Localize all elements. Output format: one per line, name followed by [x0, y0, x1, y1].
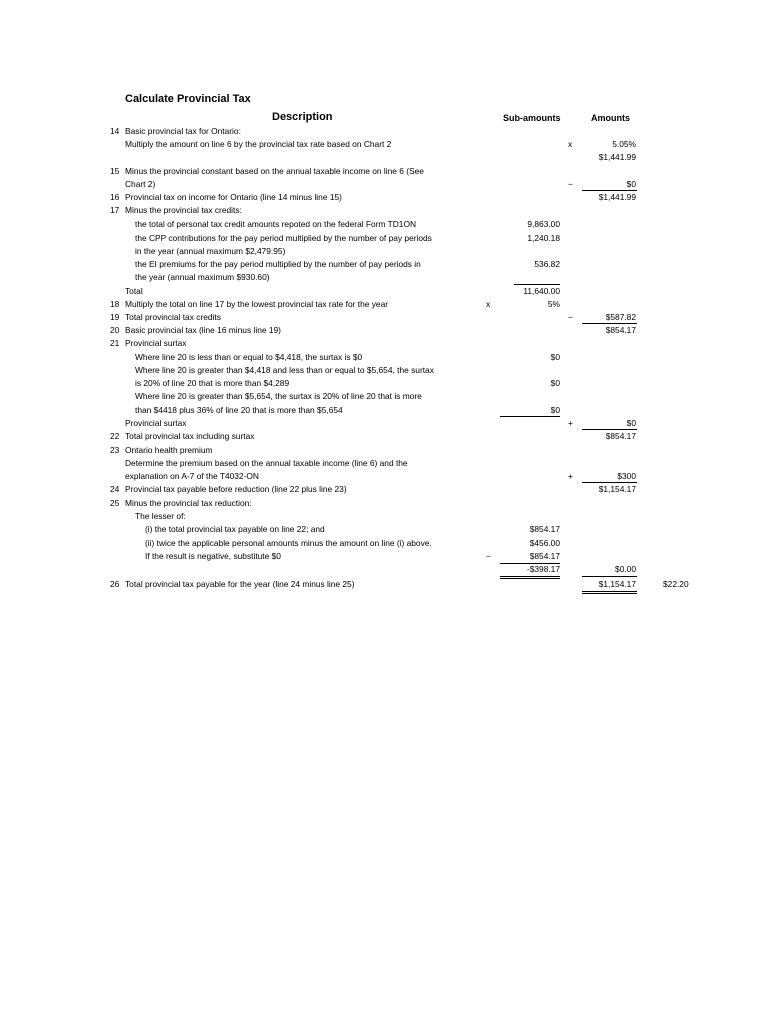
line-16-row [0, 191, 768, 204]
table-row [0, 510, 768, 523]
underline-rule [582, 190, 637, 191]
line-26-row [0, 578, 768, 591]
underline-rule [582, 429, 637, 430]
table-row [0, 377, 768, 390]
line-description: Total provincial tax including surtax [125, 431, 255, 441]
line-description: Provincial surtax [125, 418, 187, 428]
line-number: 21 [110, 338, 120, 348]
line-description: The lesser of: [135, 511, 186, 521]
header-amounts: Amounts [591, 113, 630, 123]
header-description: Description [272, 111, 333, 123]
line-description: Basic provincial tax for Ontario: [125, 126, 241, 136]
line-description: Minus the provincial tax credits: [125, 205, 242, 215]
line-description: than $4418 plus 36% of line 20 that is more than $5,654 [135, 405, 343, 415]
sub-amount-value: 11,640.00 [523, 286, 560, 296]
line-number: 16 [110, 192, 120, 202]
line-24-row [0, 483, 768, 496]
line-description: Where line 20 is less than or equal to $4,418, the surtax is $0 [135, 352, 363, 362]
amount-value: $1,441.99 [598, 152, 636, 162]
line-description: Multiply the amount on line 6 by the provincial tax rate based on Chart 2 [125, 139, 392, 149]
table-row [0, 364, 768, 377]
sub-amount-value: $0 [550, 352, 560, 362]
line-description: Total provincial tax credits [125, 312, 221, 322]
line-description: Ontario health premium [125, 445, 213, 455]
table-row [0, 245, 768, 258]
final-amount-value: $22.20 [663, 579, 689, 589]
table-row [0, 351, 768, 364]
table-row [0, 550, 768, 563]
operator-symbol: x [486, 299, 491, 309]
table-row [0, 232, 768, 245]
line-description: Provincial tax payable before reduction (line 22 plus line 23) [125, 484, 347, 494]
sub-amount-value: 536.82 [534, 259, 560, 269]
table-row [0, 390, 768, 403]
line-description: Total provincial tax payable for the year (line 24 minus line 25) [125, 579, 355, 589]
line-description: Basic provincial tax (line 16 minus line 19) [125, 325, 281, 335]
table-row [0, 523, 768, 536]
underline-rule [582, 482, 637, 483]
line-14-row [0, 125, 768, 138]
line-description: Where line 20 is greater than $4,418 and less than or equal to $5,654, the surtax [135, 365, 434, 375]
amount-value: $854.17 [605, 431, 636, 441]
sub-amount-value: $854.17 [529, 551, 560, 561]
line-description: the year (annual maximum $930.60) [135, 272, 270, 282]
table-row [0, 417, 768, 430]
line-number: 17 [110, 205, 120, 215]
table-row [0, 404, 768, 417]
line-number: 25 [110, 498, 120, 508]
line-description: (ii) twice the applicable personal amounts minus the amount on line (i) above. [145, 538, 432, 548]
line-description: (i) the total provincial tax payable on line 22; and [145, 524, 325, 534]
line-description: Chart 2) [125, 179, 156, 189]
line-description: If the result is negative, substitute $0 [145, 551, 281, 561]
line-19-row [0, 311, 768, 324]
line-description: Provincial surtax [125, 338, 187, 348]
sub-amount-value: 1,240.18 [527, 233, 560, 243]
amount-value: $1,441.99 [598, 192, 636, 202]
line-number: 18 [110, 299, 120, 309]
operator-symbol: − [568, 312, 573, 322]
operator-symbol: + [568, 418, 573, 428]
table-row [0, 151, 768, 164]
sub-amount-value: 5% [547, 299, 560, 309]
table-row [0, 258, 768, 271]
sub-amount-value: $854.17 [529, 524, 560, 534]
page-title: Calculate Provincial Tax [125, 93, 251, 105]
line-description: Where line 20 is greater than $5,654, the surtax is 20% of line 20 that is more [135, 391, 422, 401]
line-number: 23 [110, 445, 120, 455]
line-description: Minus the provincial constant based on the annual taxable income on line 6 (See [125, 166, 424, 176]
underline-rule [582, 323, 637, 324]
double-underline-rule [582, 591, 637, 592]
table-row [0, 470, 768, 483]
table-row [0, 563, 768, 576]
double-underline-rule [500, 578, 560, 579]
table-row [0, 537, 768, 550]
amount-value: $1,154.17 [598, 484, 636, 494]
operator-symbol: − [568, 179, 573, 189]
operator-symbol: + [568, 471, 573, 481]
amount-value: $587.82 [605, 312, 636, 322]
line-description: Total [125, 286, 143, 296]
table-row [0, 218, 768, 231]
table-row [0, 178, 768, 191]
line-20-row [0, 324, 768, 337]
underline-rule [582, 576, 637, 577]
line-17-row [0, 204, 768, 217]
line-number: 15 [110, 166, 120, 176]
operator-symbol: − [486, 551, 491, 561]
amount-value: $300 [617, 471, 636, 481]
line-number: 22 [110, 431, 120, 441]
underline-rule [500, 416, 560, 417]
line-25-row [0, 497, 768, 510]
line-description: the EI premiums for the pay period multiplied by the number of pay periods in [135, 259, 421, 269]
operator-symbol: x [568, 139, 573, 149]
header-sub-amounts: Sub-amounts [503, 113, 561, 123]
line-description: Multiply the total on line 17 by the lowest provincial tax rate for the year [125, 299, 389, 309]
table-row [0, 138, 768, 151]
line-number: 26 [110, 579, 120, 589]
amount-value: $0 [626, 418, 636, 428]
line-description: is 20% of line 20 that is more than $4,289 [135, 378, 290, 388]
line-23-row [0, 444, 768, 457]
line-21-row [0, 337, 768, 350]
line-description: Minus the provincial tax reduction: [125, 498, 252, 508]
underline-rule [500, 563, 560, 564]
line-description: Provincial tax on income for Ontario (line 14 minus line 15) [125, 192, 342, 202]
amount-value: $1,154.17 [598, 579, 636, 589]
table-row [0, 271, 768, 284]
line-description: the total of personal tax credit amounts repoted on the federal Form TD1ON [135, 219, 417, 229]
line-number: 14 [110, 126, 120, 136]
line-description: explanation on A-7 of the T4032-ON [125, 471, 259, 481]
sub-amount-value: $0 [550, 378, 560, 388]
line-number: 19 [110, 312, 120, 322]
line-description: the CPP contributions for the pay period multiplied by the number of pay periods [135, 233, 432, 243]
line-15-row [0, 165, 768, 178]
amount-value: $0 [626, 179, 636, 189]
sub-amount-value: $0 [550, 405, 560, 415]
sub-amount-value: -$398.17 [526, 564, 560, 574]
table-row [0, 285, 768, 298]
underline-rule [514, 284, 560, 285]
amount-value: $0.00 [615, 564, 636, 574]
line-18-row [0, 298, 768, 311]
sub-amount-value: $456.00 [529, 538, 560, 548]
line-description: Determine the premium based on the annual taxable income (line 6) and the [125, 458, 408, 468]
double-underline-rule [500, 576, 560, 577]
line-number: 24 [110, 484, 120, 494]
line-number: 20 [110, 325, 120, 335]
double-underline-rule [582, 593, 637, 594]
line-22-row [0, 430, 768, 443]
table-row [0, 457, 768, 470]
line-description: in the year (annual maximum $2,479.95) [135, 246, 286, 256]
sub-amount-value: 9,863.00 [527, 219, 560, 229]
amount-value: $854.17 [605, 325, 636, 335]
amount-value: 5.05% [612, 139, 636, 149]
